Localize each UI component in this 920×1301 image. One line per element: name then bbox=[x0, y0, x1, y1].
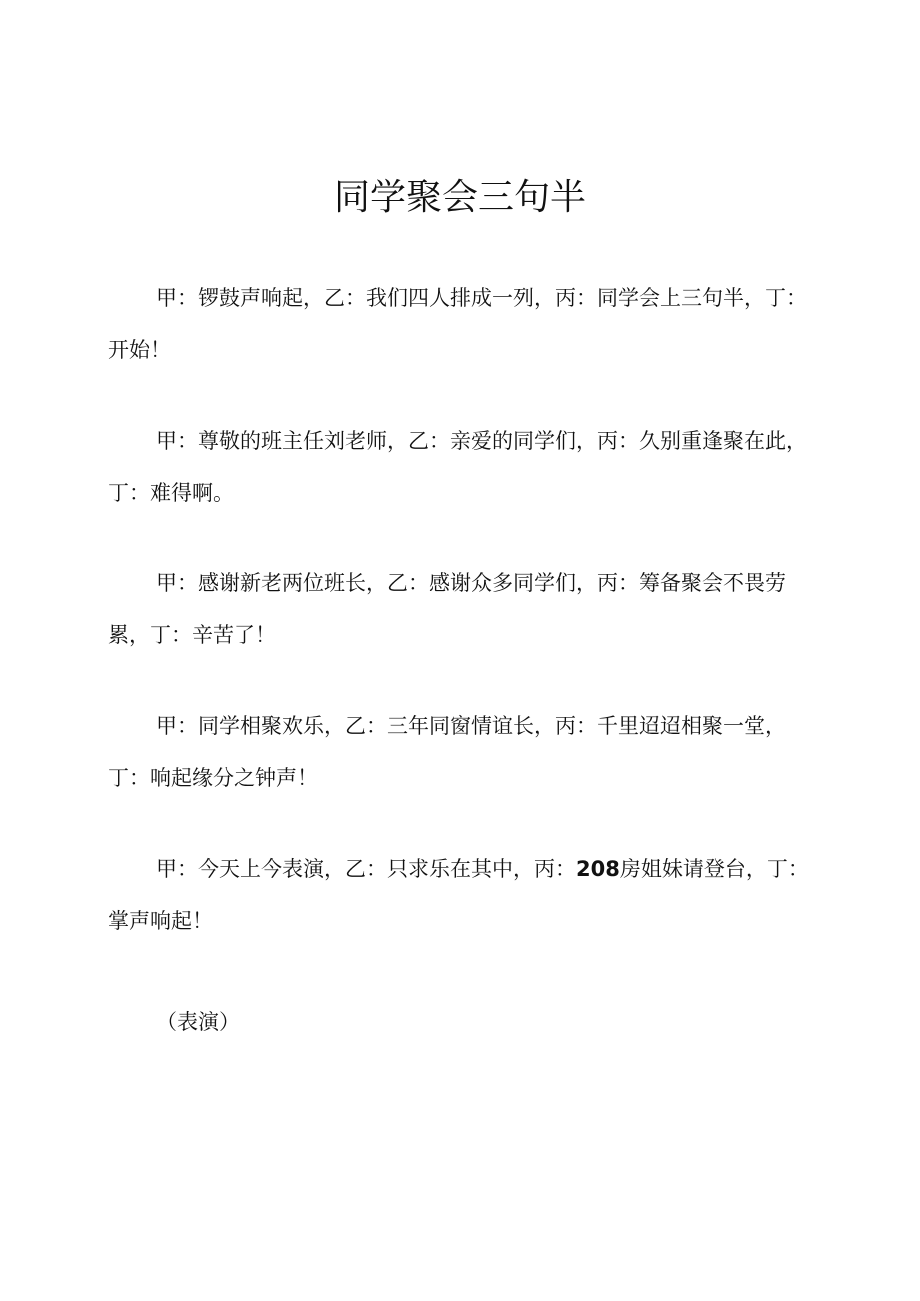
document-title: 同学聚会三句半 bbox=[333, 177, 586, 218]
paragraph-1: 甲：锣鼓声响起，乙：我们四人排成一列，丙：同学会上三句半，丁：开始！ bbox=[108, 286, 807, 362]
room-number: 208 bbox=[576, 857, 620, 881]
performance-note: （表演） bbox=[156, 1010, 240, 1034]
paragraph-3: 甲：感谢新老两位班长，乙：感谢众多同学们，丙：筹备聚会不畏劳累，丁：辛苦了！ bbox=[108, 571, 786, 647]
paragraph-2: 甲：尊敬的班主任刘老师，乙：亲爱的同学们，丙：久别重逢聚在此，丁：难得啊。 bbox=[108, 429, 807, 505]
paragraph-5 bbox=[108, 843, 820, 947]
paragraph-5-start: 甲：今天上今表演，乙：只求乐在其中，丙： bbox=[156, 857, 576, 881]
paragraph-5-end: 房姐妹请登台，丁：掌声响起！ bbox=[108, 857, 809, 933]
paragraph-4: 甲：同学相聚欢乐，乙：三年同窗情谊长，丙：千里迢迢相聚一堂，丁：响起缘分之钟声！ bbox=[108, 714, 786, 790]
